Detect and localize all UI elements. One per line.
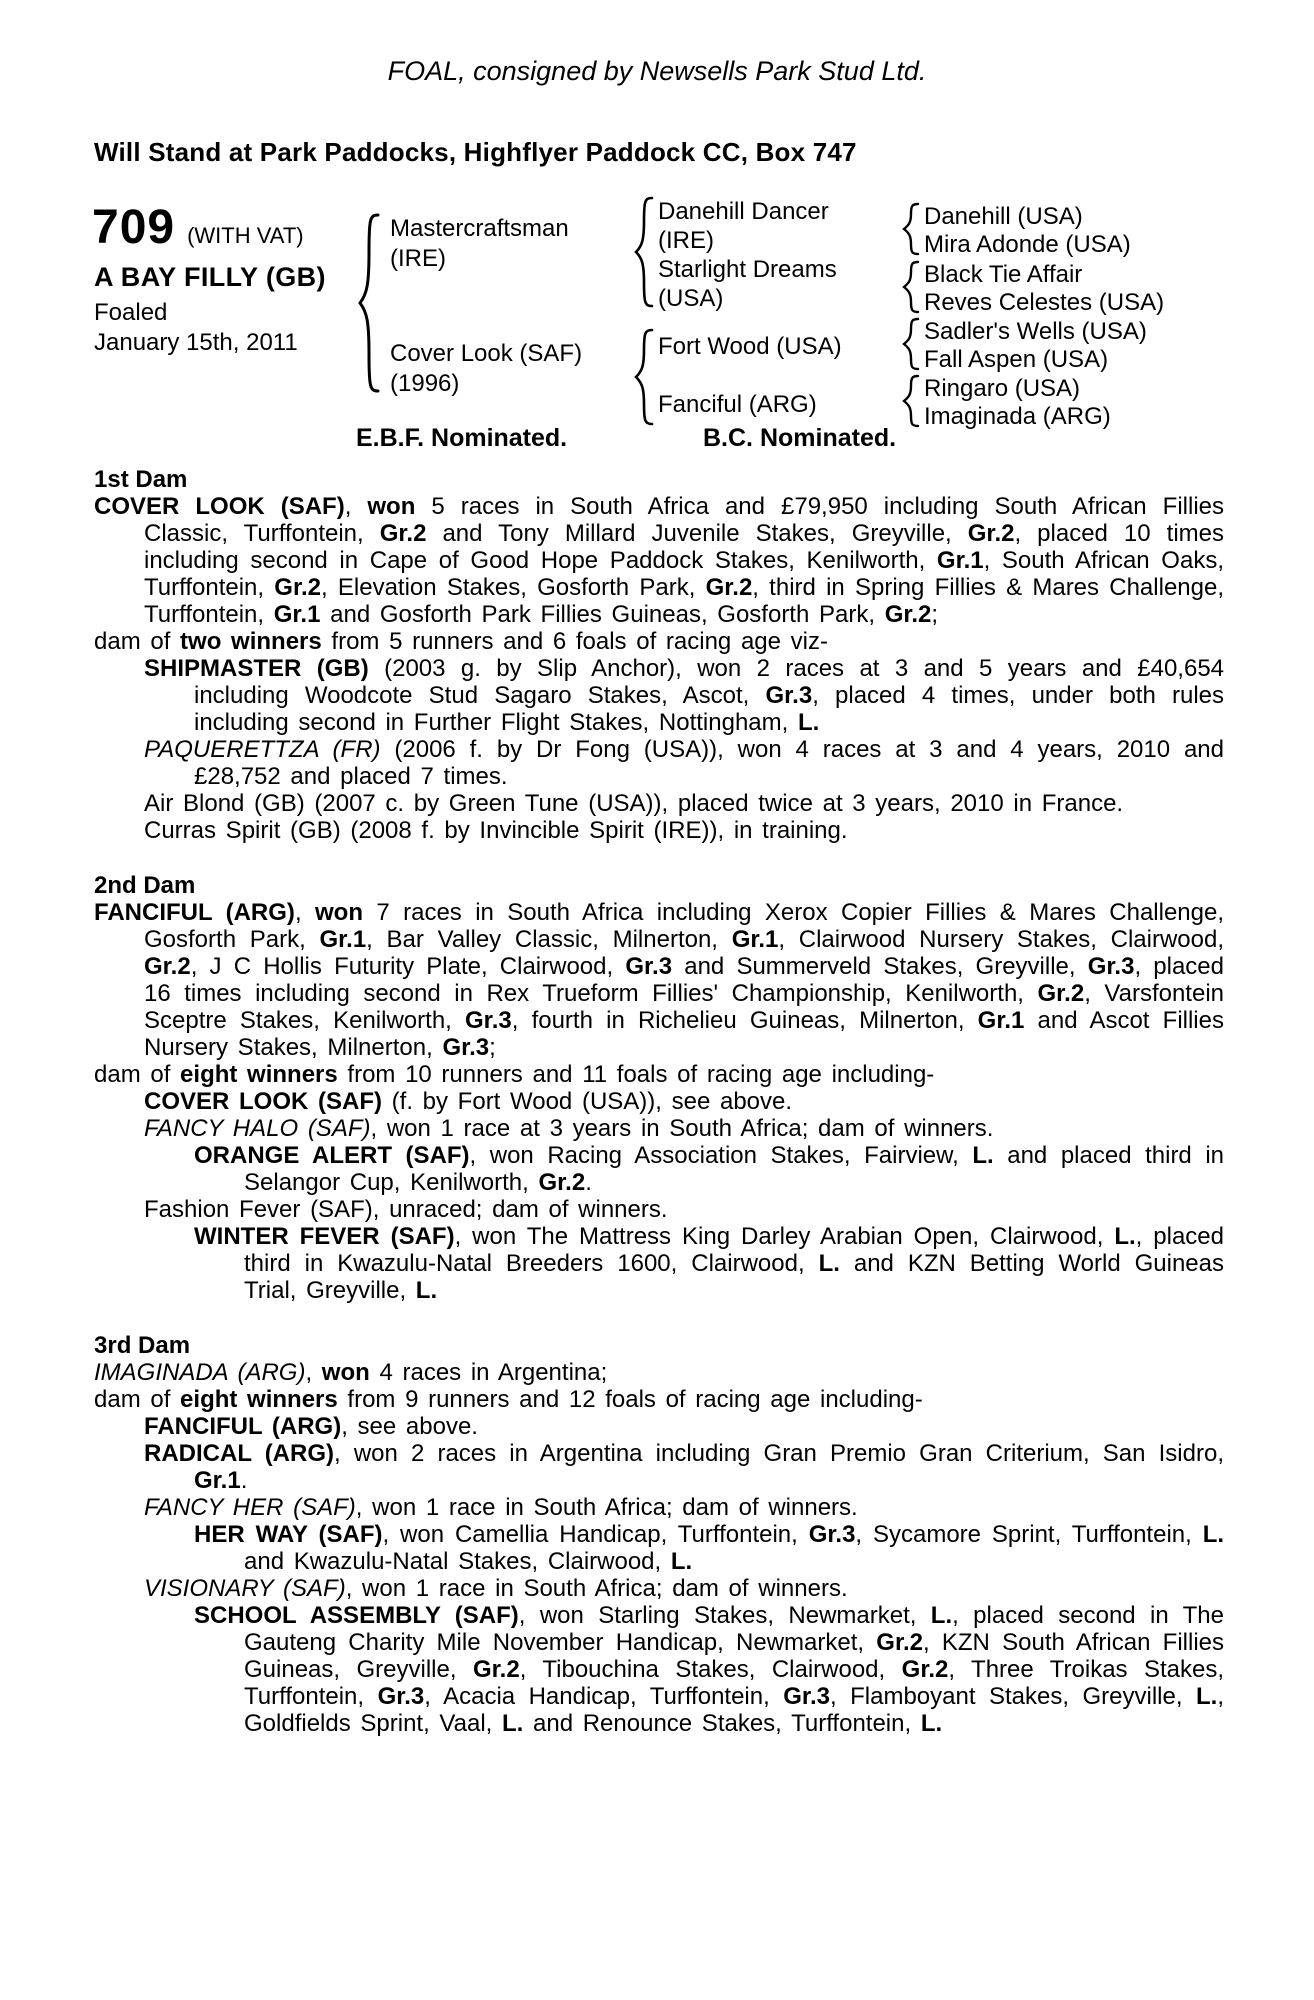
text-segment: , third in Spring Fillies & Mares Challenge, Turffontein, xyxy=(144,574,1225,628)
text-segment: from 9 runners and 12 foals of racing age including- xyxy=(337,1386,923,1413)
text-segment: , Flamboyant Stakes, Greyville, xyxy=(829,1683,1196,1710)
horse-description: A BAY FILLY (GB) xyxy=(94,262,326,292)
text-segment: , placed 10 times including second in Cape of Good Hope Paddock Stakes, Kenilworth, xyxy=(144,520,1224,574)
text-segment: eight winners xyxy=(180,1386,338,1413)
text-segment: L. xyxy=(1196,1683,1218,1710)
text-segment: dam of xyxy=(94,1386,181,1413)
text-segment: , xyxy=(294,899,315,926)
text-segment: (2006 f. by Dr Fong (USA)), won 4 races at 3 and 4 years, 2010 and £28,752 and placed 7 times. xyxy=(194,736,1224,790)
pedigree-paragraph xyxy=(94,899,1224,1061)
text-segment: , Bar Valley Classic, Milnerton, xyxy=(366,926,732,953)
text-segment: , Three Troikas Stakes, Turffontein, xyxy=(244,1656,1225,1710)
text-segment: , won 1 race in South Africa; dam of winners. xyxy=(355,1494,858,1521)
text-segment: and Gosforth Park Fillies Guineas, Gosforth Park, xyxy=(320,601,885,628)
text-segment: Gr.2 xyxy=(379,520,427,547)
text-segment: Gr.3 xyxy=(765,682,813,709)
dam-name-line2: (1996) xyxy=(390,370,460,397)
gg-name: Black Tie Affair xyxy=(924,261,1083,288)
ebf-nomination: E.B.F. Nominated. xyxy=(356,424,568,452)
text-segment: RADICAL (ARG) xyxy=(144,1440,335,1467)
text-segment: Gr.3 xyxy=(625,953,673,980)
text-segment: and Renounce Stakes, Turffontein, xyxy=(523,1710,921,1737)
text-segment: Gr.1 xyxy=(977,1007,1025,1034)
text-segment: and KZN Betting World Guineas Trial, Greyville, xyxy=(244,1250,1225,1304)
text-segment: ORANGE ALERT (SAF) xyxy=(194,1142,470,1169)
text-segment: . xyxy=(240,1467,248,1494)
text-segment: and Tony Millard Juvenile Stakes, Greyville, xyxy=(426,520,968,547)
gg-name: Fall Aspen (USA) xyxy=(924,346,1109,373)
text-segment: Gr.3 xyxy=(808,1521,856,1548)
text-segment: (f. by Fort Wood (USA)), see above. xyxy=(382,1088,793,1115)
text-segment: VISIONARY (SAF) xyxy=(144,1575,346,1602)
sire-dam-name: Starlight Dreams xyxy=(658,256,837,283)
text-segment: L. xyxy=(1114,1223,1136,1250)
text-segment: L. xyxy=(930,1602,953,1629)
text-segment: COVER LOOK (SAF) xyxy=(144,1088,382,1115)
text-segment: won xyxy=(367,493,416,520)
pedigree-paragraph xyxy=(94,1088,1224,1115)
text-segment: Gr.2 xyxy=(538,1169,586,1196)
pedigree-paragraph xyxy=(94,736,1224,790)
pedigree-paragraph xyxy=(94,1494,1224,1521)
pedigree-paragraph xyxy=(94,1142,1224,1196)
text-segment: , placed third in Kwazulu-Natal Breeders 1600, Clairwood, xyxy=(244,1223,1224,1277)
text-segment: HER WAY (SAF) xyxy=(194,1521,383,1548)
pedigree-paragraph xyxy=(94,1440,1224,1494)
text-segment: Gr.3 xyxy=(1087,953,1135,980)
text-segment: , won 2 races in Argentina including Gran Premio Gran Criterium, San Isidro, xyxy=(334,1440,1224,1467)
dam-name-line1: Cover Look (SAF) xyxy=(390,340,583,367)
text-segment: , Acacia Handicap, Turffontein, xyxy=(424,1683,784,1710)
text-segment: Gr.1 xyxy=(936,547,984,574)
text-segment: FANCIFUL (ARG) xyxy=(94,899,295,926)
sire-name-line1: Mastercraftsman xyxy=(390,215,569,242)
text-segment: , Elevation Stakes, Gosforth Park, xyxy=(321,574,706,601)
text-segment: Fashion Fever (SAF), unraced; dam of winners. xyxy=(144,1196,668,1223)
foaled-date: January 15th, 2011 xyxy=(94,329,298,356)
dam-dam-name: Fanciful (ARG) xyxy=(658,391,817,418)
text-segment: Gr.2 xyxy=(472,1656,520,1683)
text-segment: Gr.3 xyxy=(442,1034,490,1061)
text-segment: SCHOOL ASSEMBLY (SAF) xyxy=(194,1602,519,1629)
sire-sire-suffix: (IRE) xyxy=(658,227,714,254)
text-segment: Gr.2 xyxy=(967,520,1015,547)
text-segment: FANCY HALO (SAF) xyxy=(144,1115,371,1142)
text-segment: Curras Spirit (GB) (2008 f. by Invincible Spirit (IRE)), in training. xyxy=(144,817,848,844)
pedigree-brace-gg1 xyxy=(898,202,922,256)
text-segment: . xyxy=(585,1169,592,1196)
text-segment: two winners xyxy=(180,628,322,655)
text-segment: FANCIFUL (ARG) xyxy=(144,1413,342,1440)
text-segment: Gr.2 xyxy=(705,574,753,601)
pedigree-paragraph xyxy=(94,1196,1224,1223)
text-segment: , Goldfields Sprint, Vaal, xyxy=(244,1683,1224,1737)
text-segment: , Clairwood Nursery Stakes, Clairwood, xyxy=(778,926,1225,953)
text-segment: , won Racing Association Stakes, Fairview, xyxy=(469,1142,973,1169)
text-segment: 4 races in Argentina; xyxy=(369,1359,608,1386)
pedigree-paragraph xyxy=(94,817,1224,844)
text-segment: Gr.1 xyxy=(731,926,779,953)
pedigree-brace-sire xyxy=(630,196,656,308)
text-segment: COVER LOOK (SAF) xyxy=(94,493,345,520)
text-segment: L. xyxy=(1202,1521,1225,1548)
pedigree-paragraph xyxy=(94,1602,1224,1737)
text-segment: Air Blond (GB) (2007 c. by Green Tune (USA)), placed twice at 3 years, 2010 in France. xyxy=(144,790,1124,817)
gg-name: Danehill (USA) xyxy=(924,203,1083,230)
pedigree-paragraph xyxy=(94,493,1224,628)
text-segment: , won 1 race at 3 years in South Africa; dam of winners. xyxy=(370,1115,994,1142)
text-segment: L. xyxy=(818,1250,840,1277)
text-segment: , placed 16 times including second in Rex Trueform Fillies' Championship, Kenilworth, xyxy=(144,953,1224,1007)
text-segment: , see above. xyxy=(341,1413,478,1440)
text-segment: , J C Hollis Futurity Plate, Clairwood, xyxy=(190,953,626,980)
gg-pair-1 xyxy=(924,203,1131,259)
text-segment: WINTER FEVER (SAF) xyxy=(194,1223,455,1250)
text-segment: (2003 g. by Slip Anchor), won 2 races at 3 and 5 years and £40,654 including Woodcote Stud Sagaro Stakes, Ascot, xyxy=(194,655,1225,709)
text-segment: Gr.2 xyxy=(274,574,321,601)
text-segment: L. xyxy=(415,1277,438,1304)
text-segment: Gr.3 xyxy=(377,1683,425,1710)
pedigree-paragraph xyxy=(94,1413,1224,1440)
section-heading: 1st Dam xyxy=(94,466,188,493)
text-segment: and Ascot Fillies Nursery Stakes, Milnerton, xyxy=(144,1007,1224,1061)
sire-name-line2: (IRE) xyxy=(390,245,446,272)
pedigree-brace-gg3 xyxy=(898,317,922,371)
gg-name: Sadler's Wells (USA) xyxy=(924,318,1147,345)
pedigree-paragraph xyxy=(94,1359,1224,1386)
gg-name: Mira Adonde (USA) xyxy=(924,231,1131,258)
text-segment: , xyxy=(305,1359,322,1386)
text-segment: and placed third in Selangor Cup, Kenilworth, xyxy=(244,1142,1225,1196)
text-segment: and Summerveld Stakes, Greyville, xyxy=(672,953,1088,980)
pedigree-paragraph xyxy=(94,1386,1224,1413)
pedigree-paragraph xyxy=(94,1061,1224,1088)
sire-sire-name: Danehill Dancer xyxy=(658,198,829,225)
text-segment: , placed 4 times, under both rules including second in Further Flight Stakes, Nottingham, xyxy=(194,682,1224,736)
text-segment: won xyxy=(321,1359,370,1386)
text-segment: , xyxy=(344,493,368,520)
dam-sire-name: Fort Wood (USA) xyxy=(658,333,842,360)
text-segment: 5 races in South Africa and £79,950 including South African Fillies Classic, Turffontein, xyxy=(144,493,1224,547)
text-segment: Gr.2 xyxy=(144,953,191,980)
text-segment: , South African Oaks, Turffontein, xyxy=(144,547,1224,601)
text-segment: , won The Mattress King Darley Arabian Open, Clairwood, xyxy=(454,1223,1115,1250)
text-segment: L. xyxy=(670,1548,693,1575)
text-segment: Gr.1 xyxy=(319,926,367,953)
pedigree-text xyxy=(94,466,1224,1737)
text-segment: , Tibouchina Stakes, Clairwood, xyxy=(519,1656,902,1683)
pedigree-paragraph xyxy=(94,628,1224,655)
text-segment: PAQUERETTZA (FR) xyxy=(144,736,381,763)
text-segment: Gr.2 xyxy=(901,1656,949,1683)
text-segment: , Varsfontein Sceptre Stakes, Kenilworth, xyxy=(144,980,1225,1034)
text-segment: L. xyxy=(797,709,820,736)
sire-parents xyxy=(658,197,837,313)
section-heading: 3rd Dam xyxy=(94,1332,191,1359)
dam-name xyxy=(390,339,582,399)
vat-note: (WITH VAT) xyxy=(187,223,304,248)
text-segment: IMAGINADA (ARG) xyxy=(94,1359,306,1386)
stand-location-line: Will Stand at Park Paddocks, Highflyer Paddock CC, Box 747 xyxy=(94,137,857,167)
text-segment: Gr.2 xyxy=(1037,980,1085,1007)
text-segment: ; xyxy=(931,601,939,628)
pedigree-paragraph xyxy=(94,790,1224,817)
bc-nomination: B.C. Nominated. xyxy=(703,424,897,452)
pedigree-paragraph xyxy=(94,1223,1224,1304)
text-segment: , placed second in The Gauteng Charity Mile November Handicap, Newmarket, xyxy=(244,1602,1224,1656)
pedigree-brace-gg2 xyxy=(898,260,922,314)
text-segment: ; xyxy=(489,1034,496,1061)
text-segment: dam of xyxy=(94,628,181,655)
sire-name xyxy=(390,214,569,274)
consignor-line: FOAL, consigned by Newsells Park Stud Ltd. xyxy=(387,56,927,86)
text-segment: 7 races in South Africa including Xerox Copier Fillies & Mares Challenge, Gosforth Park, xyxy=(144,899,1225,953)
text-segment: from 10 runners and 11 foals of racing age including- xyxy=(337,1061,935,1088)
text-segment: , won Camellia Handicap, Turffontein, xyxy=(382,1521,809,1548)
text-segment: and Kwazulu-Natal Stakes, Clairwood, xyxy=(244,1548,671,1575)
gg-pair-2 xyxy=(924,261,1164,317)
text-segment: Gr.1 xyxy=(194,1467,241,1494)
text-segment: Gr.2 xyxy=(876,1629,923,1656)
text-segment: dam of xyxy=(94,1061,181,1088)
pedigree-brace-dam xyxy=(630,328,656,426)
pedigree-brace-main xyxy=(354,212,382,394)
gg-name: Imaginada (ARG) xyxy=(924,403,1111,430)
pedigree-paragraph xyxy=(94,655,1224,736)
gg-pair-3 xyxy=(924,318,1147,374)
text-segment: Gr.3 xyxy=(783,1683,830,1710)
text-segment: eight winners xyxy=(180,1061,338,1088)
text-segment: , fourth in Richelieu Guineas, Milnerton, xyxy=(511,1007,978,1034)
pedigree-brace-gg4 xyxy=(898,374,922,428)
text-segment: , won Starling Stakes, Newmarket, xyxy=(518,1602,931,1629)
text-segment: , KZN South African Fillies Guineas, Greyville, xyxy=(244,1629,1224,1683)
text-segment: from 5 runners and 6 foals of racing age viz- xyxy=(321,628,828,655)
lot-number: 709 xyxy=(92,201,176,254)
lot-row xyxy=(92,200,304,255)
pedigree-paragraph xyxy=(94,1521,1224,1575)
text-segment: L. xyxy=(972,1142,994,1169)
text-segment: Gr.3 xyxy=(465,1007,512,1034)
gg-name: Ringaro (USA) xyxy=(924,375,1081,402)
text-segment: , Sycamore Sprint, Turffontein, xyxy=(855,1521,1203,1548)
text-segment: L. xyxy=(920,1710,943,1737)
text-segment: Gr.2 xyxy=(884,601,932,628)
foaled-label: Foaled xyxy=(94,299,168,326)
text-segment: , won 1 race in South Africa; dam of winners. xyxy=(345,1575,848,1602)
text-segment: FANCY HER (SAF) xyxy=(144,1494,356,1521)
gg-name: Reves Celestes (USA) xyxy=(924,289,1165,316)
section-heading: 2nd Dam xyxy=(94,872,196,899)
text-segment: SHIPMASTER (GB) xyxy=(144,655,369,682)
text-segment: Gr.1 xyxy=(273,601,321,628)
text-segment: L. xyxy=(502,1710,524,1737)
sire-dam-suffix: (USA) xyxy=(658,285,724,312)
gg-pair-4 xyxy=(924,375,1111,431)
text-segment: won xyxy=(315,899,363,926)
pedigree-paragraph xyxy=(94,1115,1224,1142)
pedigree-paragraph xyxy=(94,1575,1224,1602)
